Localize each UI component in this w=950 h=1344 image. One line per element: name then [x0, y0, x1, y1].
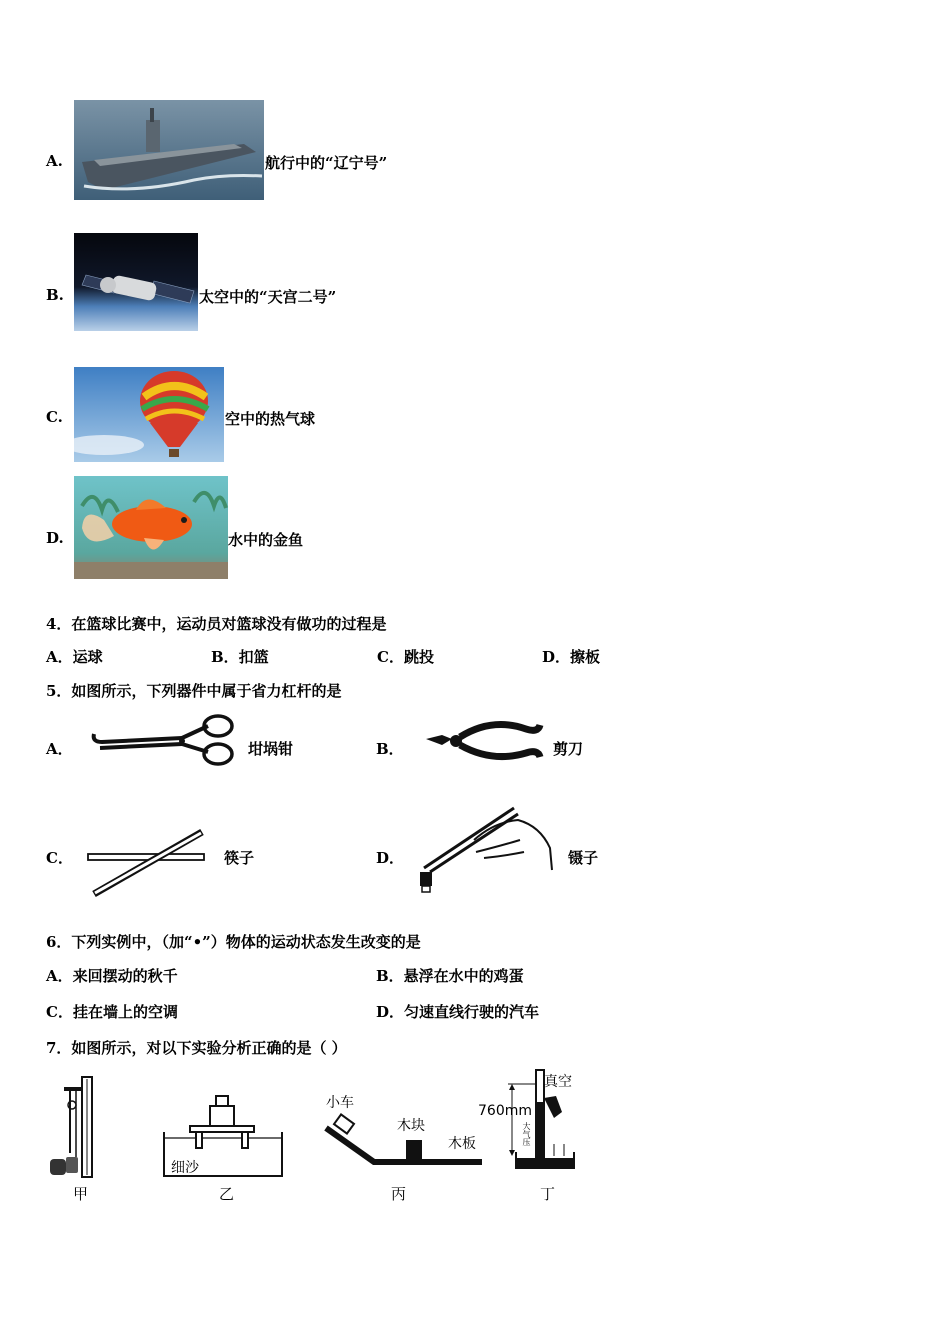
fig-ding-vacuum-label: 真空: [544, 1074, 572, 1090]
fig-ding-760mm-label: 760mm: [478, 1103, 532, 1119]
option-d[interactable]: D．擦板: [542, 648, 601, 666]
option-c[interactable]: C．挂在墙上的空调: [46, 1003, 178, 1021]
option-letter: B.: [46, 286, 64, 304]
fig-bing-board-label: 木板: [448, 1136, 476, 1152]
option-letter: A．: [46, 740, 73, 758]
option-letter: D．: [376, 849, 405, 867]
option-caption: 剪刀: [553, 740, 584, 758]
figure-label-jia: 甲: [73, 1185, 89, 1203]
question-stem: 6．下列实例中，（加“•”）物体的运动状态发生改变的是: [46, 933, 421, 951]
fig-yi-sand-label: 细沙: [171, 1160, 199, 1176]
scissors-image: [422, 715, 546, 765]
option-b[interactable]: B．扣篮: [211, 648, 269, 666]
option-letter: C．: [46, 849, 73, 867]
option-d[interactable]: D．匀速直线行驶的汽车: [376, 1003, 540, 1021]
option-a[interactable]: A．来回摆动的秋千: [46, 967, 178, 985]
option-caption: 太空中的“天宫二号”: [199, 288, 337, 306]
fig-ding-pressure-label: 大气压: [522, 1122, 531, 1146]
option-letter: D.: [46, 529, 64, 547]
fig-bing-block-label: 木块: [397, 1118, 425, 1134]
hot-air-balloon-image: [74, 367, 224, 462]
question-stem: 5．如图所示，下列器件中属于省力杠杆的是: [46, 682, 342, 700]
chopsticks-image: [84, 824, 208, 900]
option-letter: C.: [46, 408, 63, 426]
figure-label-bing: 丙: [391, 1185, 407, 1203]
figure-jia-apparatus: [46, 1075, 100, 1181]
tweezers-image: [414, 800, 554, 896]
figure-label-ding: 丁: [540, 1185, 556, 1203]
option-letter: B．: [376, 740, 404, 758]
space-station-image: [74, 233, 198, 331]
crucible-tongs-image: [90, 712, 238, 768]
option-caption: 镊子: [568, 849, 599, 867]
option-letter: A.: [46, 152, 63, 170]
question-stem: 7．如图所示，对以下实验分析正确的是（ ）: [46, 1039, 347, 1057]
option-caption: 水中的金鱼: [228, 531, 304, 549]
question-stem: 4．在篮球比赛中，运动员对篮球没有做功的过程是: [46, 615, 387, 633]
option-c[interactable]: C．跳投: [377, 648, 434, 666]
fig-bing-cart-label: 小车: [326, 1095, 354, 1111]
option-caption: 航行中的“辽宁号”: [265, 154, 388, 172]
option-a[interactable]: A．运球: [46, 648, 103, 666]
option-caption: 坩埚钳: [248, 740, 294, 758]
goldfish-image: [74, 476, 228, 579]
option-caption: 空中的热气球: [225, 410, 316, 428]
option-b[interactable]: B．悬浮在水中的鸡蛋: [376, 967, 524, 985]
option-caption: 筷子: [224, 849, 255, 867]
figure-label-yi: 乙: [219, 1185, 235, 1203]
aircraft-carrier-image: [74, 100, 264, 200]
